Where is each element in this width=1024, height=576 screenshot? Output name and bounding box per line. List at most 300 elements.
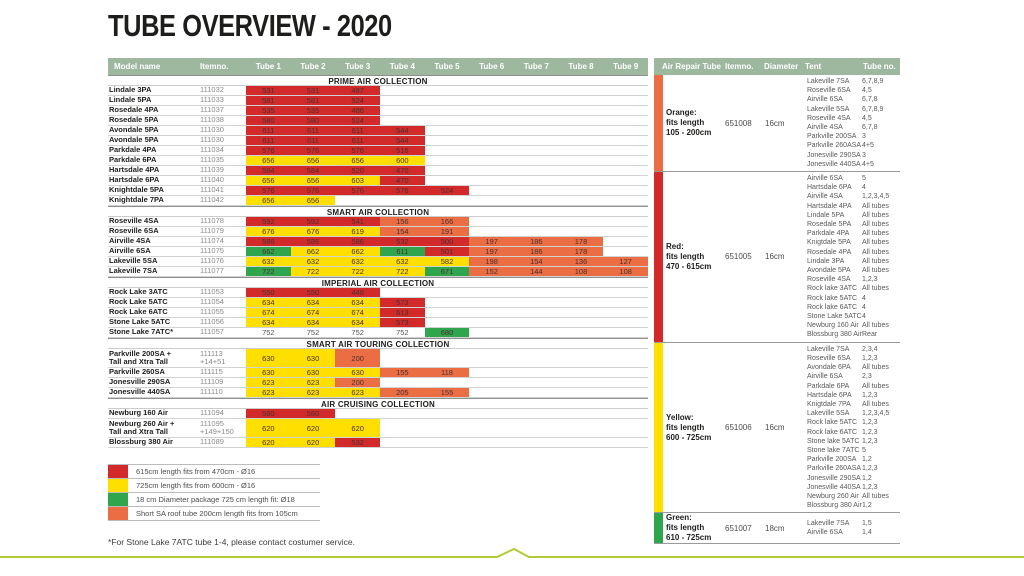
item-number-line: 111077: [200, 266, 224, 276]
tube-cell: [514, 116, 559, 125]
model-name-line: Tall and Xtra Tall: [109, 427, 168, 436]
item-number-line: 111054: [200, 297, 224, 307]
tube-cell: 674: [291, 308, 336, 317]
section-title: SMART AIR COLLECTION: [108, 206, 648, 217]
legend-text: Short SA roof tube 200cm length fits from 105cm: [136, 509, 298, 518]
item-number-line: 111041: [200, 185, 224, 195]
tube-cell: 487: [335, 86, 380, 95]
table-row: [108, 136, 648, 146]
tube-cell: [559, 308, 604, 317]
tube-cell: [380, 378, 425, 387]
tent-tube-numbers: 4,5: [862, 87, 872, 95]
tube-cell: [425, 419, 470, 437]
item-number: [200, 308, 246, 317]
tube-cell: [380, 349, 425, 367]
tent-tube-numbers: All tubes: [862, 248, 889, 256]
tube-cell: 154: [514, 257, 559, 266]
item-number-line: 111030: [200, 125, 224, 135]
tube-cell: 611: [380, 247, 425, 256]
tube-cell: 620: [335, 419, 380, 437]
tube-cell: 674: [246, 308, 291, 317]
tent-tube-numbers: 1,2,3: [862, 391, 878, 399]
tube-cell: 611: [335, 126, 380, 135]
tent-row: [807, 123, 900, 132]
item-number-line: 111089: [200, 437, 224, 447]
air-repair-tube-table: [654, 58, 900, 544]
tube-cell: 531: [246, 86, 291, 95]
table-row: [108, 318, 648, 328]
tube-cell: [469, 106, 514, 115]
tent-row: [807, 446, 900, 455]
tube-cell: [603, 298, 648, 307]
item-number: [200, 419, 246, 437]
tent-name: Hartsdale 6PA: [807, 391, 852, 399]
model-name-line: Parkville 200SA +: [109, 348, 172, 358]
tube-cell: [559, 409, 604, 418]
tube-cell: [380, 116, 425, 125]
tube-cell: [425, 438, 470, 447]
tent-name: Parkville 260ASA: [807, 465, 862, 473]
tent-tube-numbers: 4+5: [862, 142, 874, 150]
tent-row: [807, 437, 900, 446]
tube-cell: 127: [603, 257, 648, 266]
model-name: [108, 247, 200, 256]
tent-name: Parkville 260ASA: [807, 142, 862, 150]
tube-cell: [469, 288, 514, 297]
tube-cell: 156: [380, 217, 425, 226]
tent-name: Lakeville 7SA: [807, 345, 850, 353]
tent-row: [807, 86, 900, 95]
table-row: [108, 156, 648, 166]
tube-cell: 573: [380, 318, 425, 327]
item-number: [200, 176, 246, 185]
tent-tube-numbers: All tubes: [862, 364, 889, 372]
tube-cell: [514, 368, 559, 377]
table-row: [108, 267, 648, 277]
tent-name: Lakeville 7SA: [807, 78, 850, 85]
tube-cell: [380, 288, 425, 297]
repair-label-line: fits length: [666, 422, 705, 432]
model-name-line: Lakeville 5SA: [109, 256, 158, 266]
item-number-line: 111032: [200, 85, 224, 95]
legend-swatch-org: [108, 507, 128, 520]
tent-row: [807, 492, 900, 501]
tube-cell: 155: [380, 368, 425, 377]
tent-row: [807, 294, 900, 303]
tube-cell: [603, 247, 648, 256]
tube-cell: 752: [306, 328, 320, 337]
item-number-line: 111034: [200, 145, 224, 155]
tent-row: [807, 409, 900, 418]
tube-cell: [514, 288, 559, 297]
tube-cell: [603, 146, 648, 155]
tent-name: Lakeville 7SA: [807, 520, 850, 528]
model-name: [108, 126, 200, 135]
legend-item: [108, 507, 320, 521]
tube-cell: [335, 196, 380, 205]
tube-cell: 620: [246, 438, 291, 447]
table-row: [108, 166, 648, 176]
tube-cell: [603, 349, 648, 367]
tent-name: Knigtdale 7PA: [807, 400, 851, 408]
tube-cell: [603, 166, 648, 175]
tent-name: Knigtdale 5PA: [807, 239, 851, 247]
tube-cell: [603, 419, 648, 437]
model-name-line: Roseville 4SA: [109, 216, 159, 226]
table-row: [108, 328, 648, 338]
tent-list: [807, 517, 900, 539]
divider-zigzag-line: [0, 546, 1024, 562]
item-number-line: 111076: [200, 256, 224, 266]
tent-tube-numbers: 2,3: [862, 373, 872, 381]
tent-tube-numbers: 1,2,3: [862, 419, 878, 427]
model-name-line: Roseville 6SA: [109, 226, 159, 236]
tube-cell: 186: [514, 247, 559, 256]
tube-cell: 722: [335, 267, 380, 276]
tube-cell: 611: [291, 126, 336, 135]
column-header: Tube 9: [613, 62, 639, 71]
tent-tube-numbers: All tubes: [862, 221, 889, 229]
tent-name: Lakeville 5SA: [807, 410, 850, 418]
tube-cell: [469, 86, 514, 95]
tube-cell: 611: [246, 136, 291, 145]
repair-label-line: 470 - 615cm: [666, 261, 712, 271]
tent-row: [807, 174, 900, 183]
table-row: [108, 126, 648, 136]
table-row: [108, 146, 648, 156]
tube-cell: 576: [246, 186, 291, 195]
tube-cell: 200: [335, 378, 380, 387]
repair-diameter: 16cm: [765, 118, 785, 128]
table-row: [108, 438, 648, 448]
tent-name: Avondale 5PA: [807, 267, 851, 275]
column-header: Tube 3: [345, 62, 371, 71]
tube-cell: 613: [380, 308, 425, 317]
model-name-line: Parkdale 6PA: [109, 155, 157, 165]
tube-cell: [425, 166, 470, 175]
model-name: [108, 267, 200, 276]
model-name-line: Jonesville 440SA: [109, 387, 171, 397]
item-number-line: 111030: [200, 135, 224, 145]
tube-cell: [425, 349, 470, 367]
tube-table-header: [108, 58, 648, 75]
tube-cell: 632: [380, 257, 425, 266]
tube-cell: 178: [559, 247, 604, 256]
tube-cell: 722: [246, 267, 291, 276]
tube-cell: [469, 368, 514, 377]
model-name-line: Rosedale 4PA: [109, 105, 159, 115]
tent-name: Airville 4SA: [807, 193, 843, 201]
tent-name: Roseville 6SA: [807, 87, 851, 95]
tube-cell: [603, 156, 648, 165]
tube-cell: 722: [380, 267, 425, 276]
item-number: [200, 116, 246, 125]
legend-text: 615cm length fits from 470cm - Ø16: [136, 467, 256, 476]
tube-cell: 623: [291, 378, 336, 387]
table-row: [108, 409, 648, 419]
tent-row: [807, 151, 900, 160]
tent-name: Roseville 4SA: [807, 276, 851, 284]
tube-cell: [603, 308, 648, 317]
tent-name: Hartsdale 4PA: [807, 202, 852, 210]
model-name: [108, 217, 200, 226]
tube-cell: [514, 126, 559, 135]
tube-cell: [425, 86, 470, 95]
tube-cell: 656: [246, 176, 291, 185]
tube-cell: [380, 106, 425, 115]
repair-itemno: 651008: [725, 118, 752, 128]
item-number: [200, 196, 246, 205]
color-stripe: [654, 172, 663, 342]
legend-text: 725cm length fits from 600cm - Ø16: [136, 481, 256, 490]
tent-tube-numbers: 1,2,3: [862, 276, 878, 284]
tent-row: [807, 275, 900, 284]
model-name: [108, 146, 200, 155]
tube-cell: 576: [380, 186, 425, 195]
item-number: [200, 298, 246, 307]
tube-cell: 603: [335, 176, 380, 185]
tube-cell: 634: [335, 318, 380, 327]
tube-cell: 535: [246, 106, 291, 115]
repair-diameter: 16cm: [765, 252, 785, 262]
tent-name: Rosedale 5PA: [807, 221, 852, 229]
tent-tube-numbers: 6,7,8: [862, 96, 878, 104]
tube-cell: 656: [291, 176, 336, 185]
model-name: [108, 318, 200, 327]
model-name-line: Knightdale 5PA: [109, 185, 164, 195]
tube-cell: [514, 419, 559, 437]
model-name-line: Tall and Xtra Tall: [109, 357, 168, 366]
tube-cell: [514, 196, 559, 205]
tube-cell: [603, 86, 648, 95]
tube-cell: [603, 96, 648, 105]
tube-cell: [469, 156, 514, 165]
model-name-line: Lakeville 7SA: [109, 266, 158, 276]
table-row: [108, 298, 648, 308]
section-title: SMART AIR TOURING COLLECTION: [108, 338, 648, 349]
repair-table-body: [654, 75, 900, 544]
tent-tube-numbers: 5: [862, 175, 866, 183]
tent-row: [807, 132, 900, 141]
item-number-line: 111038: [200, 115, 224, 125]
repair-diameter: 18cm: [765, 523, 785, 533]
item-number: [200, 257, 246, 266]
tent-name: Parkville 200SA: [807, 133, 857, 141]
tent-row: [807, 418, 900, 427]
item-number: [200, 86, 246, 95]
tent-name: Newburg 160 Air: [807, 322, 859, 330]
tent-row: [807, 183, 900, 192]
repair-itemno: 651007: [725, 523, 752, 533]
tube-cell: 620: [291, 438, 336, 447]
tent-row: [807, 248, 900, 257]
tube-cell: 592: [291, 217, 336, 226]
tube-cell: 198: [469, 257, 514, 266]
tube-cell: 623: [246, 388, 291, 397]
model-name: [108, 227, 200, 236]
tube-cell: [425, 156, 470, 165]
item-number-line: +14+51: [200, 357, 226, 366]
tube-cell: 656: [246, 196, 291, 205]
tube-cell: [514, 298, 559, 307]
model-name: [108, 368, 200, 377]
tent-tube-numbers: 4+5: [862, 160, 874, 168]
tube-cell: 581: [291, 96, 336, 105]
tube-cell: 662: [291, 247, 336, 256]
item-number: [200, 438, 246, 447]
tent-row: [807, 211, 900, 220]
tube-cell: [469, 349, 514, 367]
column-header: Tube 8: [568, 62, 594, 71]
tent-name: Stone Lake 5ATC: [807, 313, 862, 321]
tent-name: Newburg 260 Air: [807, 492, 859, 500]
tube-cell: 531: [291, 86, 336, 95]
tube-cell: [603, 237, 648, 246]
tube-cell: 154: [380, 227, 425, 236]
repair-section-grn: [654, 513, 900, 544]
tube-cell: 623: [246, 378, 291, 387]
tent-row: [807, 114, 900, 123]
tent-name: Jonesville 440SA: [807, 483, 861, 491]
item-number: [200, 217, 246, 226]
tent-name: Airville 6SA: [807, 96, 843, 104]
tent-tube-numbers: All tubes: [862, 239, 889, 247]
tube-cell: 541: [335, 217, 380, 226]
tent-row: [807, 141, 900, 150]
tube-cell: [425, 136, 470, 145]
tube-cell: 544: [380, 126, 425, 135]
tent-tube-numbers: 6,7,8,9: [862, 105, 884, 113]
tube-cell: 752: [262, 328, 275, 337]
tube-cell: [425, 308, 470, 317]
tube-cell: 634: [246, 298, 291, 307]
tent-name: Rock lake 6ATC: [807, 428, 858, 436]
tent-row: [807, 257, 900, 266]
repair-label-line: Green:: [666, 513, 692, 523]
tent-tube-numbers: 1,2: [862, 502, 872, 510]
tube-cell: 611: [335, 136, 380, 145]
tent-row: [807, 229, 900, 238]
tube-cell: 722: [291, 267, 336, 276]
tent-tube-numbers: 4: [862, 313, 866, 321]
repair-label-line: fits length: [666, 251, 705, 261]
model-name-line: Newburg 160 Air: [109, 408, 168, 418]
tube-cell: [469, 438, 514, 447]
model-name: [108, 196, 200, 205]
tube-cell: 516: [380, 146, 425, 155]
tube-cell: [603, 106, 648, 115]
tube-cell: 630: [246, 368, 291, 377]
page-title: TUBE OVERVIEW - 2020: [108, 8, 392, 43]
model-name-line: Airville 4SA: [109, 236, 151, 246]
tube-cell: [603, 378, 648, 387]
tent-tube-numbers: 3: [862, 133, 866, 141]
tube-cell: [603, 438, 648, 447]
model-name-line: Airville 6SA: [109, 246, 151, 256]
table-row: [108, 237, 648, 247]
tent-tube-numbers: All tubes: [862, 230, 889, 238]
tube-cell: 544: [380, 136, 425, 145]
tube-cell: [469, 186, 514, 195]
legend-item: [108, 465, 320, 479]
repair-label-line: Orange:: [666, 108, 697, 118]
tube-cell: 611: [246, 126, 291, 135]
item-number: [200, 186, 246, 195]
tube-cell: 586: [335, 237, 380, 246]
tube-cell: 656: [291, 196, 336, 205]
tent-row: [807, 519, 900, 528]
tube-cell: [603, 196, 648, 205]
tube-cell: [603, 126, 648, 135]
tube-cell: [514, 146, 559, 155]
tent-name: Lindale 3PA: [807, 257, 845, 265]
repair-table-header: [654, 58, 900, 75]
tube-cell: [559, 106, 604, 115]
model-name-line: Rock Lake 6ATC: [109, 307, 168, 317]
tube-cell: [514, 349, 559, 367]
tube-cell: [514, 409, 559, 418]
tent-row: [807, 400, 900, 409]
tube-cell: 524: [335, 96, 380, 105]
tube-cell: [559, 186, 604, 195]
model-name: [108, 176, 200, 185]
table-row: [108, 227, 648, 237]
model-name: [108, 96, 200, 105]
tube-cell: 197: [469, 247, 514, 256]
tent-name: Rock lake 6ATC: [807, 303, 858, 311]
column-header: Itemno.: [200, 62, 229, 71]
tent-tube-numbers: 1,5: [862, 520, 872, 528]
tube-cell: 656: [291, 156, 336, 165]
model-name-line: Blossburg 380 Air: [109, 437, 173, 447]
tent-row: [807, 428, 900, 437]
tent-name: Lindale 5PA: [807, 211, 845, 219]
tent-row: [807, 372, 900, 381]
item-number-line: 111078: [200, 216, 224, 226]
tube-cell: 680: [425, 328, 470, 337]
table-row: [108, 247, 648, 257]
tent-tube-numbers: 1,2,3: [862, 483, 878, 491]
tube-cell: [425, 318, 470, 327]
item-number-line: 111115: [200, 367, 223, 377]
tube-cell: [559, 368, 604, 377]
tent-tube-numbers: 6,7,8: [862, 124, 878, 132]
tube-cell: [559, 349, 604, 367]
tube-cell: 611: [291, 136, 336, 145]
tent-tube-numbers: 1,4: [862, 529, 872, 537]
table-row: [108, 86, 648, 96]
tent-tube-numbers: 3: [862, 151, 866, 159]
tube-cell: [469, 217, 514, 226]
tent-row: [807, 312, 900, 321]
tube-cell: 108: [603, 267, 648, 276]
item-number: [200, 136, 246, 145]
tube-cell: 191: [425, 227, 470, 236]
item-number: [200, 267, 246, 276]
column-header: Tube 7: [523, 62, 549, 71]
tent-name: Roseville 4SA: [807, 114, 851, 122]
item-number: [200, 227, 246, 236]
column-header: Tube no.: [863, 62, 896, 71]
model-name: [108, 378, 200, 387]
model-name: [108, 156, 200, 165]
tube-cell: 584: [291, 166, 336, 175]
tent-tube-numbers: 6,7,8,9: [862, 78, 884, 85]
tube-cell: [603, 288, 648, 297]
tube-cell: [559, 196, 604, 205]
tube-cell: [380, 409, 425, 418]
tube-cell: 676: [291, 227, 336, 236]
